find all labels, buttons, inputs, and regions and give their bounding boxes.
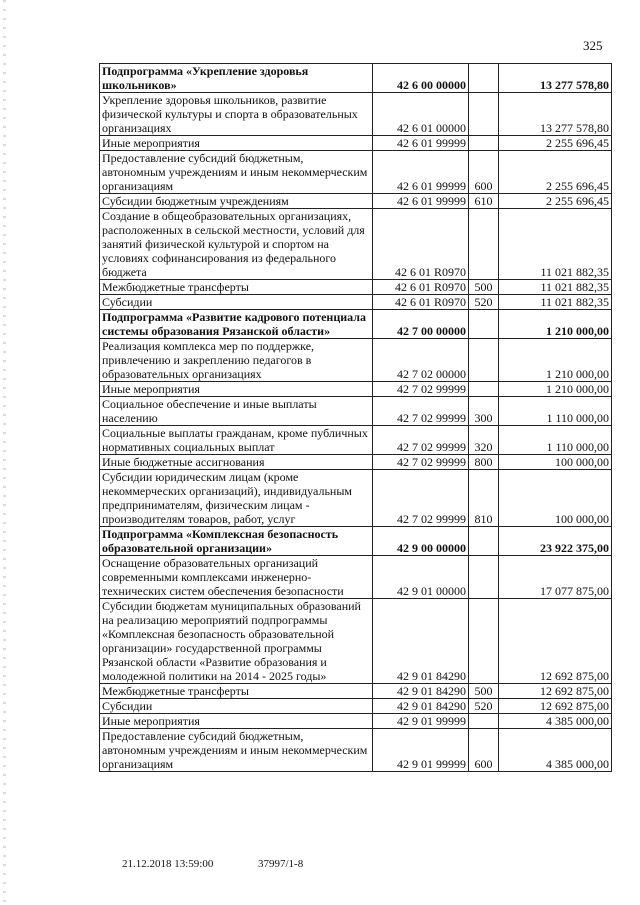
row-amount: 12 692 875,00 <box>499 684 612 699</box>
row-code: 42 7 00 00000 <box>373 310 469 339</box>
row-type <box>469 209 499 280</box>
row-name: Межбюджетные трансферты <box>100 684 373 699</box>
row-type <box>469 136 499 151</box>
row-code: 42 6 01 99999 <box>373 151 469 194</box>
row-type: 810 <box>469 470 499 527</box>
footer-timestamp: 21.12.2018 13:59:00 <box>122 858 214 870</box>
row-type <box>469 714 499 729</box>
footer-doc-number: 37997/1-8 <box>258 858 304 870</box>
row-amount: 2 255 696,45 <box>499 151 612 194</box>
row-name: Укрепление здоровья школьников, развитие физической культуры и спорта в образовательных организациях <box>100 93 373 136</box>
row-amount: 11 021 882,35 <box>499 295 612 310</box>
row-code: 42 9 01 84290 <box>373 699 469 714</box>
row-type: 500 <box>469 280 499 295</box>
row-code: 42 6 01 99999 <box>373 194 469 209</box>
row-amount: 4 385 000,00 <box>499 729 612 772</box>
row-code: 42 7 02 99999 <box>373 397 469 426</box>
row-type: 610 <box>469 194 499 209</box>
row-code: 42 6 01 R0970 <box>373 209 469 280</box>
row-amount: 2 255 696,45 <box>499 194 612 209</box>
row-name: Иные мероприятия <box>100 714 373 729</box>
row-type: 600 <box>469 151 499 194</box>
row-amount: 23 922 375,00 <box>499 527 612 556</box>
row-name: Субсидии юридическим лицам (кроме некоммерческих организаций), индивидуальным предпринимателям, физическим лицам - производителям товаров, работ, услуг <box>100 470 373 527</box>
table-row <box>100 684 612 699</box>
row-name: Субсидии <box>100 699 373 714</box>
row-name: Иные мероприятия <box>100 136 373 151</box>
table-row <box>100 729 612 772</box>
row-amount: 1 210 000,00 <box>499 339 612 382</box>
row-amount: 11 021 882,35 <box>499 280 612 295</box>
table-row <box>100 295 612 310</box>
budget-table <box>99 63 612 772</box>
row-amount: 13 277 578,80 <box>499 64 612 93</box>
table-row <box>100 397 612 426</box>
row-code: 42 9 01 00000 <box>373 556 469 599</box>
row-code: 42 7 02 99999 <box>373 426 469 455</box>
budget-table-body <box>100 64 612 772</box>
row-code: 42 9 00 00000 <box>373 527 469 556</box>
row-code: 42 6 00 00000 <box>373 64 469 93</box>
row-type <box>469 339 499 382</box>
row-amount: 4 385 000,00 <box>499 714 612 729</box>
row-type <box>469 382 499 397</box>
row-name: Подпрограмма «Развитие кадрового потенциала системы образования Рязанской области» <box>100 310 373 339</box>
row-type: 320 <box>469 426 499 455</box>
row-code: 42 9 01 84290 <box>373 684 469 699</box>
row-type <box>469 527 499 556</box>
row-code: 42 7 02 00000 <box>373 339 469 382</box>
row-name: Предоставление субсидий бюджетным, автономным учреждениям и иным некоммерческим организациям <box>100 151 373 194</box>
row-name: Субсидии <box>100 295 373 310</box>
scan-margin-artifact <box>3 0 6 905</box>
row-type: 300 <box>469 397 499 426</box>
table-row <box>100 470 612 527</box>
row-name: Реализация комплекса мер по поддержке, привлечению и закреплению педагогов в образовательных организациях <box>100 339 373 382</box>
table-row <box>100 136 612 151</box>
row-amount: 12 692 875,00 <box>499 599 612 684</box>
row-code: 42 9 01 84290 <box>373 599 469 684</box>
row-name: Создание в общеобразовательных организациях, расположенных в сельской местности, условий для занятий физической культурой и спортом на условиях софинансирования из федерального бюджета <box>100 209 373 280</box>
row-amount: 2 255 696,45 <box>499 136 612 151</box>
row-code: 42 7 02 99999 <box>373 382 469 397</box>
row-name: Межбюджетные трансферты <box>100 280 373 295</box>
row-type: 600 <box>469 729 499 772</box>
row-name: Подпрограмма «Комплексная безопасность образовательной организации» <box>100 527 373 556</box>
row-type <box>469 556 499 599</box>
row-type <box>469 64 499 93</box>
row-name: Иные бюджетные ассигнования <box>100 455 373 470</box>
table-row <box>100 455 612 470</box>
row-name: Социальное обеспечение и иные выплаты населению <box>100 397 373 426</box>
row-code: 42 6 01 R0970 <box>373 295 469 310</box>
row-type <box>469 599 499 684</box>
row-name: Подпрограмма «Укрепление здоровья школьников» <box>100 64 373 93</box>
row-code: 42 7 02 99999 <box>373 470 469 527</box>
table-row <box>100 527 612 556</box>
table-row <box>100 556 612 599</box>
row-name: Иные мероприятия <box>100 382 373 397</box>
row-amount: 1 210 000,00 <box>499 382 612 397</box>
row-type: 800 <box>469 455 499 470</box>
table-row <box>100 426 612 455</box>
table-row <box>100 280 612 295</box>
table-row <box>100 382 612 397</box>
row-amount: 1 110 000,00 <box>499 426 612 455</box>
row-amount: 11 021 882,35 <box>499 209 612 280</box>
row-name: Социальные выплаты гражданам, кроме публичных нормативных социальных выплат <box>100 426 373 455</box>
row-code: 42 9 01 99999 <box>373 714 469 729</box>
row-amount: 100 000,00 <box>499 455 612 470</box>
table-row <box>100 310 612 339</box>
row-type <box>469 310 499 339</box>
row-type: 500 <box>469 684 499 699</box>
row-type: 520 <box>469 295 499 310</box>
row-name: Субсидии бюджетным учреждениям <box>100 194 373 209</box>
table-row <box>100 714 612 729</box>
row-type <box>469 93 499 136</box>
table-row <box>100 599 612 684</box>
row-code: 42 7 02 99999 <box>373 455 469 470</box>
row-code: 42 6 01 00000 <box>373 93 469 136</box>
row-name: Оснащение образовательных организаций современными комплексами инженерно-технических систем обеспечения безопасности <box>100 556 373 599</box>
table-row <box>100 699 612 714</box>
row-amount: 13 277 578,80 <box>499 93 612 136</box>
row-code: 42 9 01 99999 <box>373 729 469 772</box>
table-row <box>100 209 612 280</box>
row-code: 42 6 01 99999 <box>373 136 469 151</box>
row-type: 520 <box>469 699 499 714</box>
table-row <box>100 194 612 209</box>
row-amount: 1 210 000,00 <box>499 310 612 339</box>
page-number: 325 <box>583 38 603 53</box>
row-amount: 17 077 875,00 <box>499 556 612 599</box>
table-row <box>100 93 612 136</box>
row-amount: 100 000,00 <box>499 470 612 527</box>
row-code: 42 6 01 R0970 <box>373 280 469 295</box>
table-row <box>100 151 612 194</box>
table-row <box>100 64 612 93</box>
row-amount: 12 692 875,00 <box>499 699 612 714</box>
row-name: Субсидии бюджетам муниципальных образований на реализацию мероприятий подпрограммы «Комплексная безопасность образовательной организации» государственной программы Рязанской области «Развитие образования и молодежной политики на 2014 - 2025 годы» <box>100 599 373 684</box>
table-row <box>100 339 612 382</box>
row-amount: 1 110 000,00 <box>499 397 612 426</box>
row-name: Предоставление субсидий бюджетным, автономным учреждениям и иным некоммерческим организациям <box>100 729 373 772</box>
